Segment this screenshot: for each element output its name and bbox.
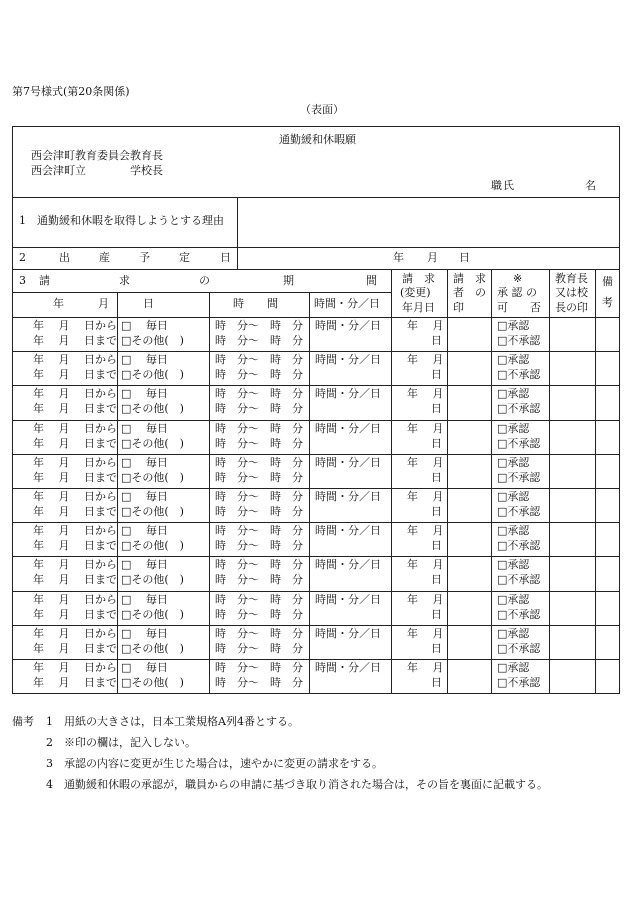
daily-option: □ 毎日 xyxy=(121,387,168,401)
other-option: □その他( ) xyxy=(121,402,184,416)
reject-checkbox: □不承認 xyxy=(497,436,541,450)
divider xyxy=(117,625,118,659)
from-date: 年 月 日から xyxy=(33,592,117,606)
divider xyxy=(209,488,210,522)
divider xyxy=(209,292,210,317)
time-range-1: 時 分～ 時 分 xyxy=(215,387,303,401)
unit-cell: 時間・分／日 xyxy=(315,455,381,469)
other-option: □その他( ) xyxy=(121,676,184,689)
divider xyxy=(209,385,210,419)
divider xyxy=(117,420,118,454)
header-principal: 又は校 xyxy=(555,286,588,299)
item1-label: 1 通勤緩和休暇を取得しようとする理由 xyxy=(19,214,224,227)
reject-checkbox: □不承認 xyxy=(497,470,541,484)
approve-checkbox: □承認 xyxy=(497,421,530,435)
to-date: 年 月 日まで xyxy=(33,641,117,655)
request-date-day: 日 xyxy=(431,641,442,655)
approve-checkbox: □承認 xyxy=(497,490,530,503)
item2-label-part: 産 xyxy=(99,251,110,264)
time-range-1: 時 分～ 時 分 xyxy=(215,558,303,572)
approve-checkbox: □承認 xyxy=(497,558,530,572)
divider xyxy=(309,625,310,659)
divider xyxy=(13,269,619,270)
divider xyxy=(209,420,210,454)
reject-checkbox: □不承認 xyxy=(497,402,541,416)
request-date-day: 日 xyxy=(431,607,442,621)
request-date: 年 月 xyxy=(407,421,444,435)
to-date: 年 月 日まで xyxy=(33,436,117,450)
divider xyxy=(237,247,238,269)
item3-label-part: 間 xyxy=(366,274,377,287)
divider xyxy=(491,269,492,693)
unit-cell: 時間・分／日 xyxy=(315,626,381,640)
other-option: □その他( ) xyxy=(121,505,184,518)
birth-date-year: 年 xyxy=(393,251,404,264)
daily-option: □ 毎日 xyxy=(121,661,168,674)
request-date: 年 月 xyxy=(407,353,444,367)
item2-label-part: 日 xyxy=(220,251,231,264)
time-range-2: 時 分～ 時 分 xyxy=(215,436,303,450)
divider xyxy=(309,522,310,556)
header-time: 間 xyxy=(267,297,278,310)
row-divider xyxy=(13,488,619,489)
reject-checkbox: □不承認 xyxy=(497,539,541,553)
request-date: 年 月 xyxy=(407,387,444,401)
unit-cell: 時間・分／日 xyxy=(315,421,381,435)
divider xyxy=(117,351,118,385)
from-date: 年 月 日から xyxy=(33,353,117,367)
time-range-1: 時 分～ 時 分 xyxy=(215,490,303,503)
item2-label-part: 定 xyxy=(179,251,190,264)
other-option: □その他( ) xyxy=(121,607,184,621)
header-requester: 請 求 xyxy=(453,272,486,285)
row-divider xyxy=(13,625,619,626)
other-option: □その他( ) xyxy=(121,470,184,484)
item3-label-part: 求 xyxy=(119,274,130,287)
approve-checkbox: □承認 xyxy=(497,592,530,606)
divider xyxy=(595,269,596,693)
item2-label-part: 2 xyxy=(19,251,26,264)
applicant-name: 氏 xyxy=(503,179,514,192)
time-range-1: 時 分～ 時 分 xyxy=(215,455,303,469)
divider xyxy=(117,659,118,693)
unit-cell: 時間・分／日 xyxy=(315,353,381,367)
unit-cell: 時間・分／日 xyxy=(315,490,381,503)
time-range-2: 時 分～ 時 分 xyxy=(215,368,303,382)
addressee-line-2: 西会津町立 学校長 xyxy=(31,164,163,177)
divider xyxy=(549,269,550,693)
time-range-1: 時 分～ 時 分 xyxy=(215,319,303,332)
unit-cell: 時間・分／日 xyxy=(315,558,381,572)
divider xyxy=(117,556,118,590)
request-date-day: 日 xyxy=(431,470,442,484)
time-range-2: 時 分～ 時 分 xyxy=(215,402,303,416)
item2-label-part: 出 xyxy=(59,251,70,264)
header-request: 年月日 xyxy=(402,301,435,314)
divider xyxy=(117,488,118,522)
header-unit: 時間・分／日 xyxy=(314,297,380,310)
other-option: □その他( ) xyxy=(121,436,184,450)
daily-option: □ 毎日 xyxy=(121,455,168,469)
request-date: 年 月 xyxy=(407,455,444,469)
request-date-day: 日 xyxy=(431,676,442,689)
from-date: 年 月 日から xyxy=(33,455,117,469)
daily-option: □ 毎日 xyxy=(121,626,168,640)
request-date-day: 日 xyxy=(431,573,442,587)
form-number: 第7号様式(第20条関係) xyxy=(12,85,130,98)
request-date: 年 月 xyxy=(407,319,444,332)
note-2: 2 ※印の欄は，記入しない。 xyxy=(46,736,196,749)
other-option: □その他( ) xyxy=(121,368,184,382)
daily-option: □ 毎日 xyxy=(121,524,168,538)
header-approval: 承 認 の xyxy=(497,286,537,299)
divider xyxy=(209,591,210,625)
from-date: 年 月 日から xyxy=(33,490,117,503)
daily-option: □ 毎日 xyxy=(121,353,168,367)
request-date: 年 月 xyxy=(407,490,444,503)
unit-cell: 時間・分／日 xyxy=(315,387,381,401)
divider xyxy=(13,247,619,248)
to-date: 年 月 日まで xyxy=(33,573,117,587)
to-date: 年 月 日まで xyxy=(33,676,117,689)
time-range-1: 時 分～ 時 分 xyxy=(215,592,303,606)
header-remarks: 考 xyxy=(602,296,613,309)
reject-checkbox: □不承認 xyxy=(497,573,541,587)
other-option: □その他( ) xyxy=(121,334,184,347)
to-date: 年 月 日まで xyxy=(33,368,117,382)
note-4: 4 通勤緩和休暇の承認が，職員からの申請に基づき取り消された場合は，その旨を裏面に記載する。 xyxy=(46,778,548,791)
request-date: 年 月 xyxy=(407,661,444,674)
unit-cell: 時間・分／日 xyxy=(315,661,381,674)
header-approval: 可 否 xyxy=(497,301,541,314)
form-frame xyxy=(12,126,620,694)
reject-checkbox: □不承認 xyxy=(497,641,541,655)
approve-checkbox: □承認 xyxy=(497,626,530,640)
approve-checkbox: □承認 xyxy=(497,353,530,367)
reject-checkbox: □不承認 xyxy=(497,607,541,621)
from-date: 年 月 日から xyxy=(33,319,117,332)
approve-checkbox: □承認 xyxy=(497,524,530,538)
daily-option: □ 毎日 xyxy=(121,319,168,332)
time-range-1: 時 分～ 時 分 xyxy=(215,626,303,640)
time-range-1: 時 分～ 時 分 xyxy=(215,421,303,435)
notes-label: 備考 xyxy=(12,715,34,728)
divider xyxy=(447,269,448,693)
row-divider xyxy=(13,591,619,592)
from-date: 年 月 日から xyxy=(33,661,117,674)
to-date: 年 月 日まで xyxy=(33,607,117,621)
divider xyxy=(117,292,118,317)
to-date: 年 月 日まで xyxy=(33,539,117,553)
header-request: 請 求 xyxy=(402,272,435,285)
request-date-day: 日 xyxy=(431,334,442,347)
divider xyxy=(13,292,391,293)
request-date: 年 月 xyxy=(407,592,444,606)
header-year: 年 xyxy=(53,297,64,310)
request-date-day: 日 xyxy=(431,402,442,416)
item2-label-part: 予 xyxy=(139,251,150,264)
divider xyxy=(13,197,619,198)
to-date: 年 月 日まで xyxy=(33,402,117,416)
request-date: 年 月 xyxy=(407,626,444,640)
divider xyxy=(309,556,310,590)
divider xyxy=(209,454,210,488)
divider xyxy=(13,317,619,318)
divider xyxy=(309,420,310,454)
time-range-2: 時 分～ 時 分 xyxy=(215,607,303,621)
applicant-name-suffix: 名 xyxy=(585,179,596,192)
unit-cell: 時間・分／日 xyxy=(315,524,381,538)
request-date: 年 月 xyxy=(407,558,444,572)
request-date: 年 月 xyxy=(407,524,444,538)
side-label: （表面） xyxy=(300,103,344,116)
item3-label-part: の xyxy=(199,274,210,287)
divider xyxy=(209,556,210,590)
divider xyxy=(209,351,210,385)
time-range-2: 時 分～ 時 分 xyxy=(215,470,303,484)
from-date: 年 月 日から xyxy=(33,524,117,538)
header-day: 日 xyxy=(143,297,154,310)
time-range-1: 時 分～ 時 分 xyxy=(215,524,303,538)
header-principal: 教育長 xyxy=(555,272,588,285)
item3-label-part: 3 xyxy=(19,274,26,287)
divider xyxy=(309,351,310,385)
other-option: □その他( ) xyxy=(121,539,184,553)
reject-checkbox: □不承認 xyxy=(497,334,541,347)
addressee-line-1: 西会津町教育委員会教育長 xyxy=(31,149,163,162)
unit-cell: 時間・分／日 xyxy=(315,592,381,606)
row-divider xyxy=(13,420,619,421)
time-range-1: 時 分～ 時 分 xyxy=(215,661,303,674)
divider xyxy=(237,197,238,247)
reject-checkbox: □不承認 xyxy=(497,505,541,518)
divider xyxy=(117,385,118,419)
to-date: 年 月 日まで xyxy=(33,334,117,347)
header-approval: ※ xyxy=(513,272,523,285)
header-requester: 印 xyxy=(453,301,464,314)
request-date-day: 日 xyxy=(431,436,442,450)
daily-option: □ 毎日 xyxy=(121,558,168,572)
divider xyxy=(209,317,210,351)
to-date: 年 月 日まで xyxy=(33,505,117,518)
time-range-2: 時 分～ 時 分 xyxy=(215,676,303,689)
header-month: 月 xyxy=(98,297,109,310)
item3-label-part: 請 xyxy=(39,274,50,287)
row-divider xyxy=(13,454,619,455)
other-option: □その他( ) xyxy=(121,641,184,655)
divider xyxy=(117,454,118,488)
divider xyxy=(117,591,118,625)
form-title: 通勤緩和休暇願 xyxy=(279,133,356,146)
row-divider xyxy=(13,659,619,660)
divider xyxy=(209,522,210,556)
divider xyxy=(309,454,310,488)
header-requester: 者 の xyxy=(453,286,486,299)
birth-date-day: 日 xyxy=(459,251,470,264)
divider xyxy=(309,292,310,317)
divider xyxy=(309,488,310,522)
reject-checkbox: □不承認 xyxy=(497,676,541,689)
other-option: □その他( ) xyxy=(121,573,184,587)
header-request: (変更) xyxy=(400,286,431,299)
item3-label-part: 期 xyxy=(283,274,294,287)
time-range-2: 時 分～ 時 分 xyxy=(215,334,303,347)
divider xyxy=(209,625,210,659)
time-range-2: 時 分～ 時 分 xyxy=(215,641,303,655)
divider xyxy=(117,522,118,556)
divider xyxy=(391,269,392,693)
approve-checkbox: □承認 xyxy=(497,661,530,674)
from-date: 年 月 日から xyxy=(33,558,117,572)
approve-checkbox: □承認 xyxy=(497,319,530,332)
time-range-2: 時 分～ 時 分 xyxy=(215,505,303,518)
divider xyxy=(309,385,310,419)
daily-option: □ 毎日 xyxy=(121,490,168,503)
note-1: 1 用紙の大きさは，日本工業規格A列4番とする。 xyxy=(46,715,299,728)
divider xyxy=(209,659,210,693)
divider xyxy=(309,591,310,625)
request-date-day: 日 xyxy=(431,505,442,518)
reject-checkbox: □不承認 xyxy=(497,368,541,382)
from-date: 年 月 日から xyxy=(33,626,117,640)
request-date-day: 日 xyxy=(431,539,442,553)
note-3: 3 承認の内容に変更が生じた場合は，速やかに変更の請求をする。 xyxy=(46,757,383,770)
time-range-2: 時 分～ 時 分 xyxy=(215,573,303,587)
to-date: 年 月 日まで xyxy=(33,470,117,484)
time-range-1: 時 分～ 時 分 xyxy=(215,353,303,367)
from-date: 年 月 日から xyxy=(33,387,117,401)
divider xyxy=(117,317,118,351)
divider xyxy=(309,659,310,693)
daily-option: □ 毎日 xyxy=(121,421,168,435)
birth-date-month: 月 xyxy=(427,251,438,264)
applicant-position: 職 xyxy=(491,179,502,192)
time-range-2: 時 分～ 時 分 xyxy=(215,539,303,553)
request-date-day: 日 xyxy=(431,368,442,382)
from-date: 年 月 日から xyxy=(33,421,117,435)
header-remarks: 備 xyxy=(602,275,613,288)
unit-cell: 時間・分／日 xyxy=(315,319,381,332)
daily-option: □ 毎日 xyxy=(121,592,168,606)
approve-checkbox: □承認 xyxy=(497,387,530,401)
header-principal: 長の印 xyxy=(555,301,588,314)
divider xyxy=(309,317,310,351)
header-time: 時 xyxy=(233,297,244,310)
approve-checkbox: □承認 xyxy=(497,455,530,469)
